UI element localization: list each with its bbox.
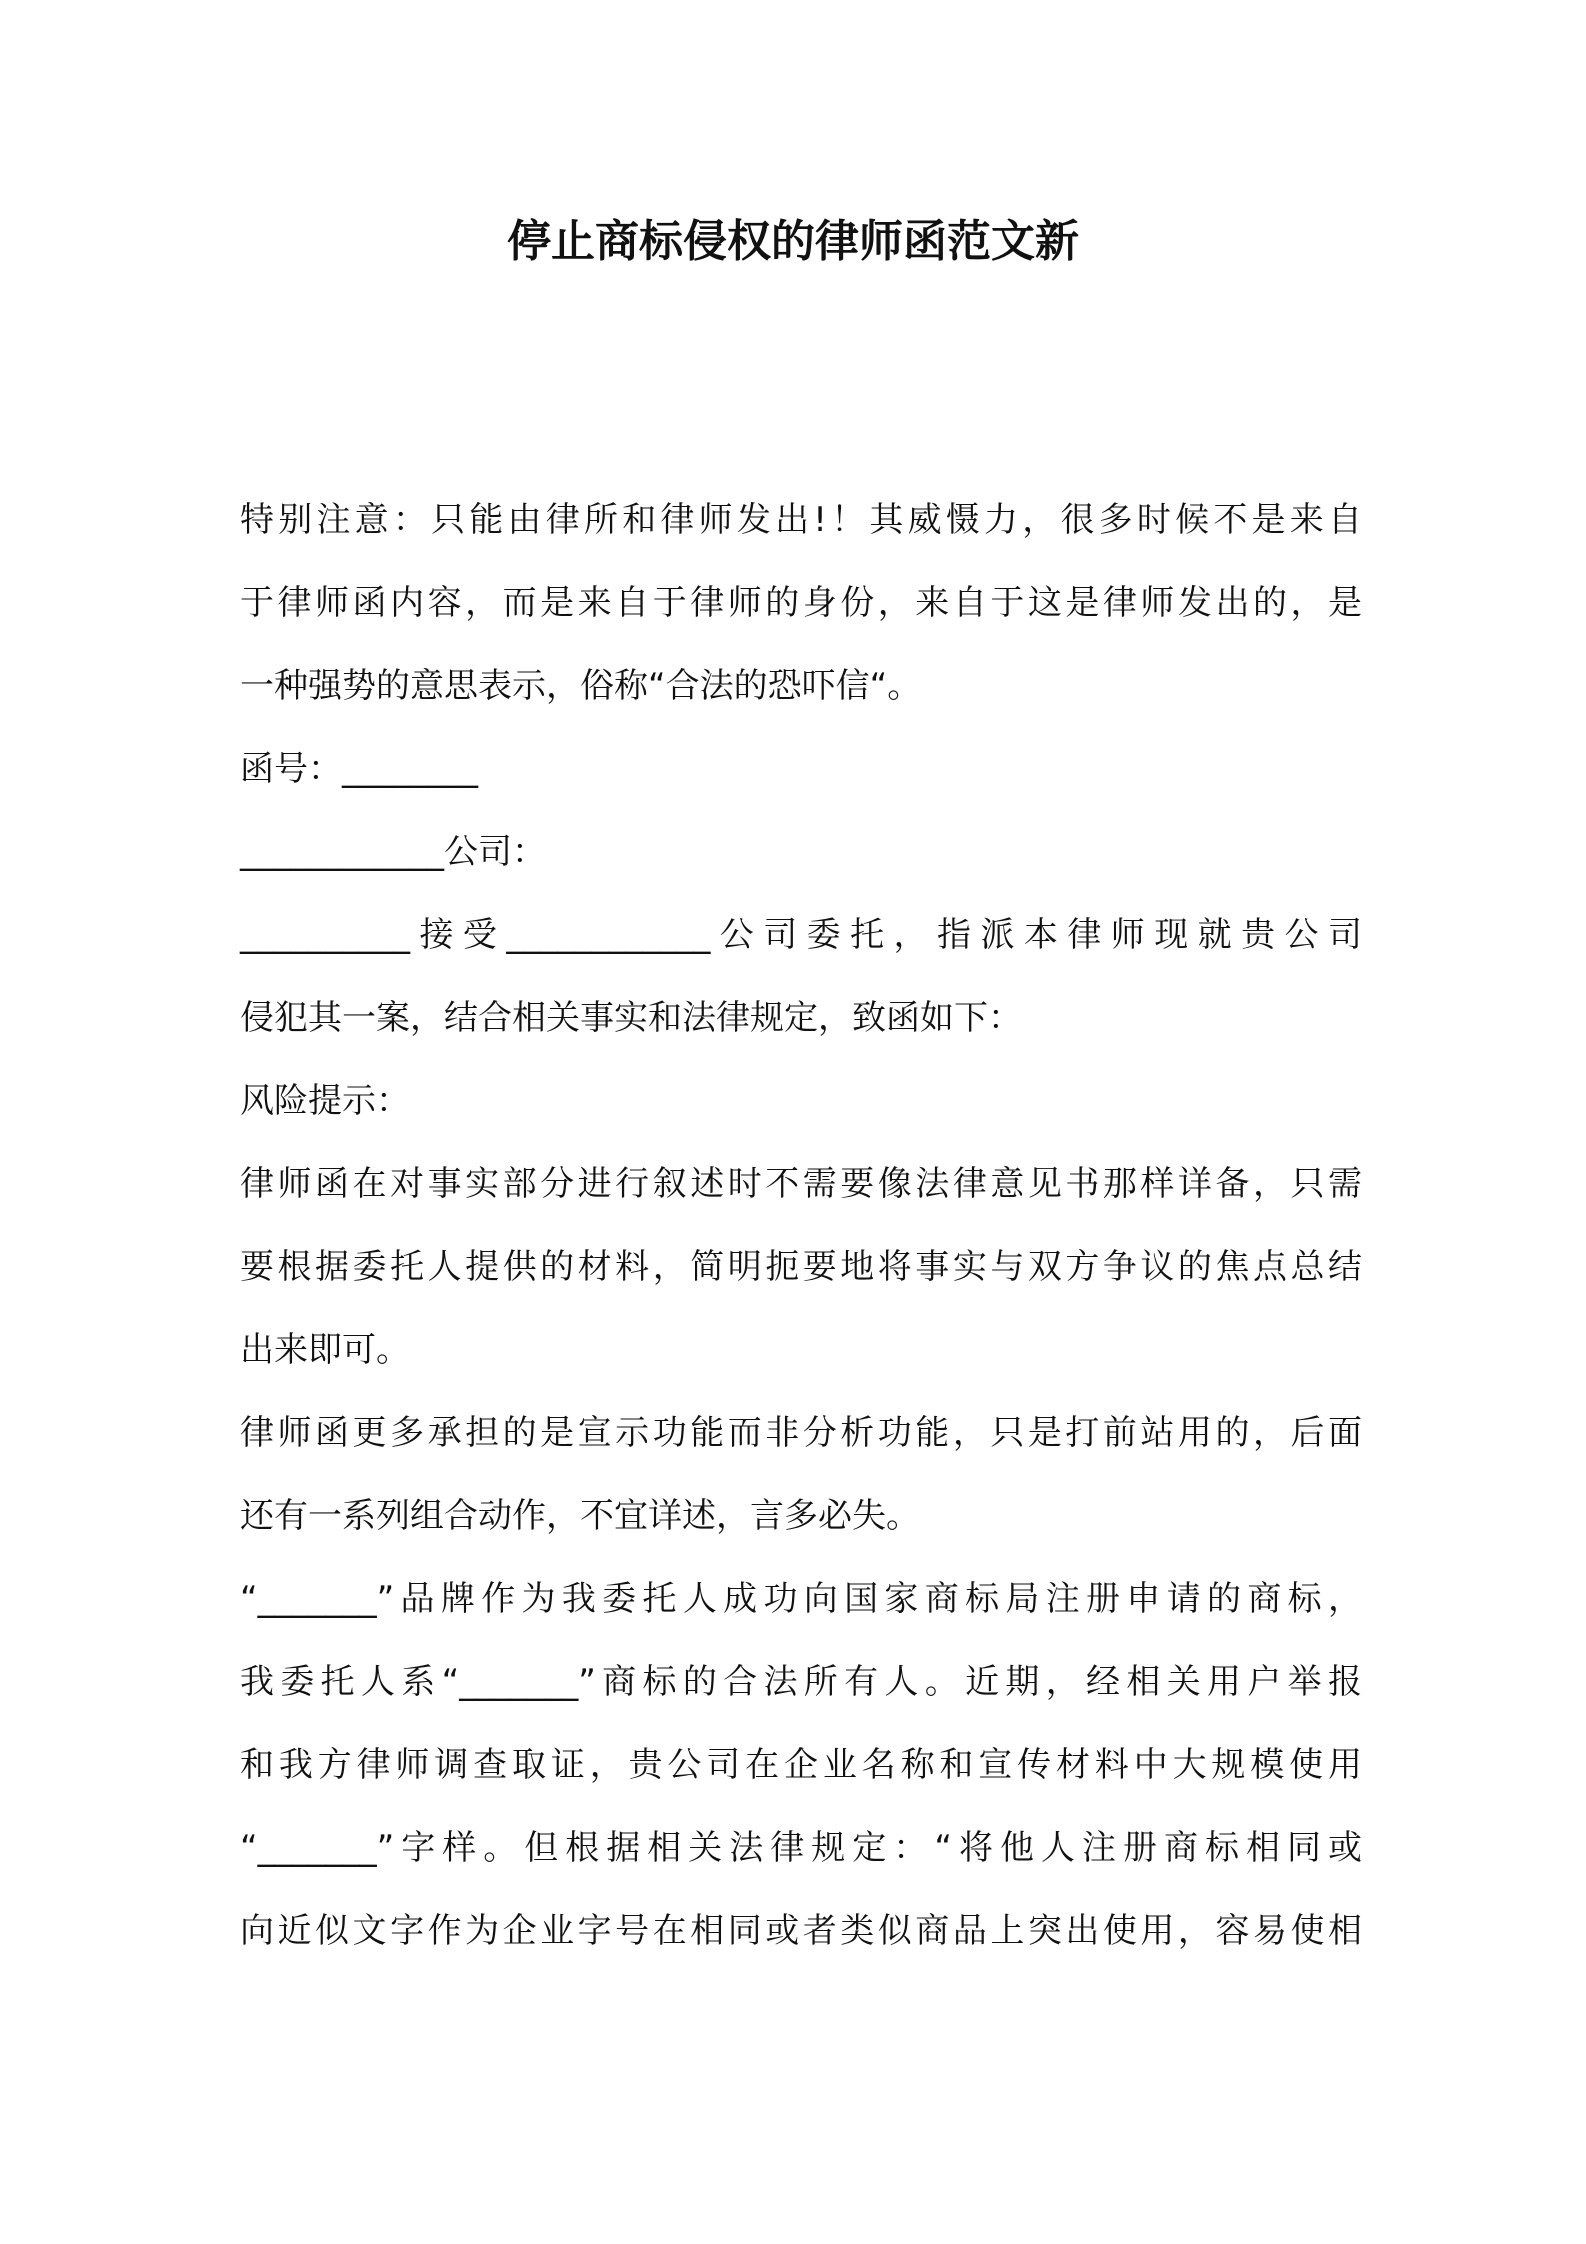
- paragraph-line: 我委托人系“_______”商标的合法所有人。近期，经相关用户举报: [240, 1662, 1362, 1702]
- paragraph-line: 一种强势的意思表示，俗称“合法的恐吓信“。: [240, 666, 922, 706]
- paragraph-line: 律师函更多承担的是宣示功能而非分析功能，只是打前站用的，后面: [240, 1413, 1362, 1453]
- document-title: 停止商标侵权的律师函范文新: [507, 216, 1079, 267]
- addressee-line: ____________公司：: [240, 832, 546, 872]
- document-body: [240, 479, 1362, 1973]
- paragraph-line: 向近似文字作为企业字号在相同或者类似商品上突出使用，容易使相: [240, 1911, 1362, 1951]
- paragraph-line: 特别注意：只能由律所和律师发出!！其威慑力，很多时候不是来自: [240, 500, 1362, 540]
- letter-number-line: 函号：________: [240, 749, 478, 789]
- paragraph-line: 侵犯其一案，结合相关事实和法律规定，致函如下：: [240, 998, 1022, 1038]
- paragraph-line: 律师函在对事实部分进行叙述时不需要像法律意见书那样详备，只需: [240, 1164, 1362, 1204]
- paragraph-line: 还有一系列组合动作，不宜详述，言多必失。: [240, 1496, 920, 1536]
- paragraph-line: __________接受____________公司委托，指派本律师现就贵公司: [240, 915, 1362, 955]
- section-heading: 风险提示：: [240, 1081, 410, 1121]
- paragraph-line: 要根据委托人提供的材料，简明扼要地将事实与双方争议的焦点总结: [240, 1247, 1362, 1287]
- paragraph-line: “_______”品牌作为我委托人成功向国家商标局注册申请的商标，: [240, 1579, 1362, 1619]
- paragraph-line: 于律师函内容，而是来自于律师的身份，来自于这是律师发出的，是: [240, 583, 1362, 623]
- paragraph-line: 出来即可。: [240, 1330, 410, 1370]
- paragraph-line: “_______”字样。但根据相关法律规定：“将他人注册商标相同或: [240, 1828, 1362, 1868]
- paragraph-line: 和我方律师调查取证，贵公司在企业名称和宣传材料中大规模使用: [240, 1745, 1362, 1785]
